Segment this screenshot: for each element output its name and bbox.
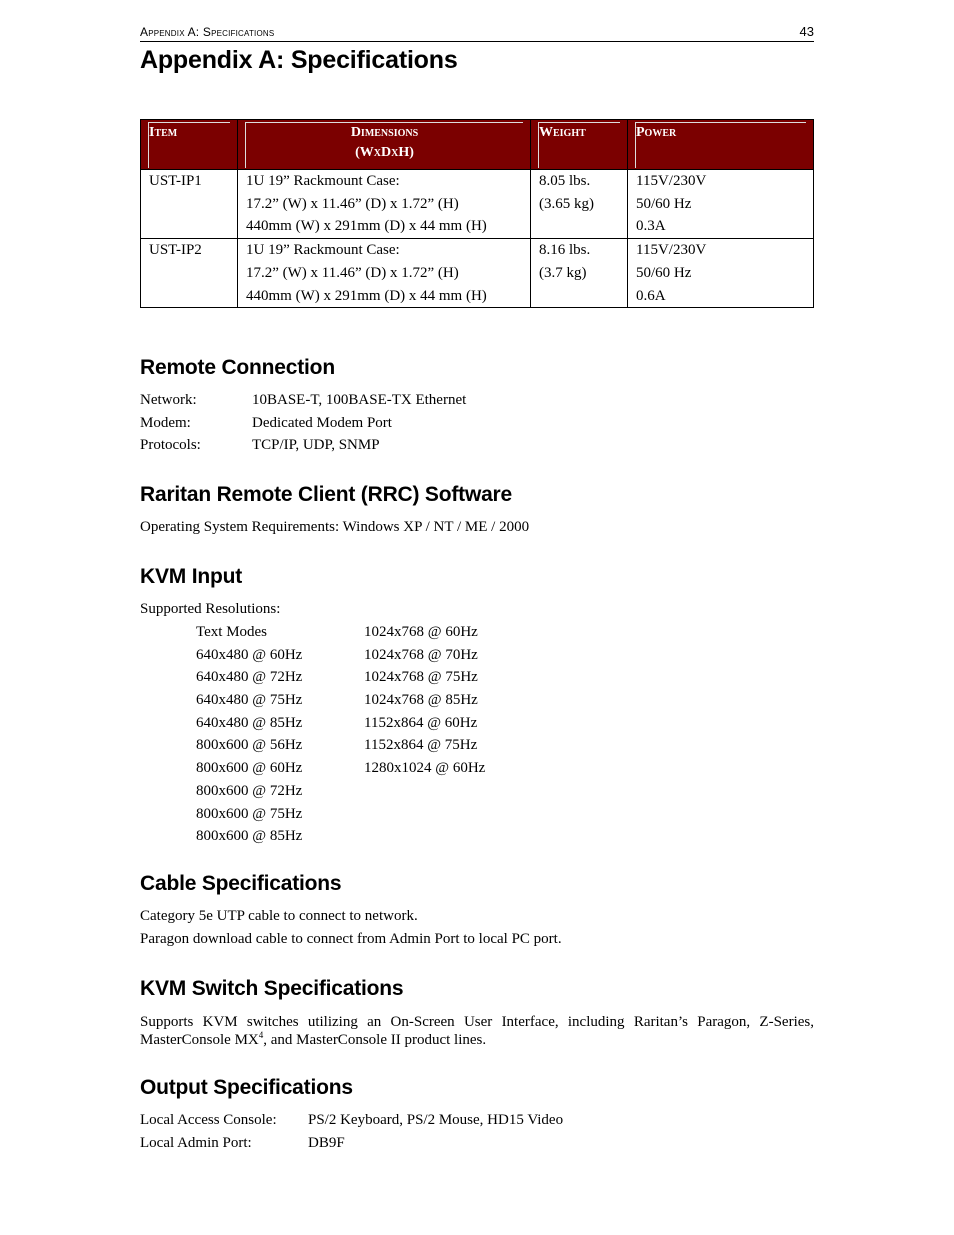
heading-rrc-software: Raritan Remote Client (RRC) Software [140, 483, 513, 506]
kvm-switch-text: Supports KVM switches utilizing an On-Screen User Interface, including Raritan’s Paragon, Z-Series, MasterConsole $MX^4$, and MasterConsole II product lines. [140, 1014, 814, 1048]
supported-resolutions-label: Supported Resolutions: [140, 601, 281, 617]
cable-specifications-text: Category 5e UTP cable to connect to network. Paragon download cable to connect from Admin Port to local PC port. [140, 908, 562, 947]
running-header [140, 24, 814, 42]
cell-item: UST-IP1 [141, 170, 238, 239]
heading-kvm-input: KVM Input [140, 565, 243, 588]
column-header-item: Item [141, 120, 238, 170]
table-header-row [141, 120, 814, 170]
rrc-requirements-text: Operating System Requirements: Windows XP / NT / ME / 2000 [140, 519, 530, 535]
heading-remote-connection: Remote Connection [140, 356, 335, 379]
cell-dimensions: 1U 19” Rackmount Case: 17.2” (W) x 11.46” (D) x 1.72” (H) 440mm (W) x 291mm (D) x 44 mm (H) [238, 170, 531, 239]
column-header-weight: Weight [531, 120, 628, 170]
cell-weight: 8.05 lbs. (3.65 kg) [531, 170, 628, 239]
heading-kvm-switch-specifications: KVM Switch Specifications [140, 977, 404, 1000]
cell-power: 115V/230V 50/60 Hz 0.6A [628, 239, 814, 308]
specifications-table [140, 119, 814, 308]
table-row [141, 170, 814, 239]
heading-cable-specifications: Cable Specifications [140, 872, 342, 895]
heading-output-specifications: Output Specifications [140, 1076, 353, 1099]
column-header-dimensions: Dimensions (WxDxH) [238, 120, 531, 170]
page-number: 43 [799, 24, 814, 39]
page-title: Appendix A: Specifications [140, 46, 458, 74]
running-header-title: Appendix A: Specifications [140, 25, 275, 39]
cell-weight: 8.16 lbs. (3.7 kg) [531, 239, 628, 308]
column-header-power: Power [628, 120, 814, 170]
cell-item: UST-IP2 [141, 239, 238, 308]
table-row [141, 239, 814, 308]
cell-dimensions: 1U 19” Rackmount Case: 17.2” (W) x 11.46” (D) x 1.72” (H) 440mm (W) x 291mm (D) x 44 mm (H) [238, 239, 531, 308]
cell-power: 115V/230V 50/60 Hz 0.3A [628, 170, 814, 239]
